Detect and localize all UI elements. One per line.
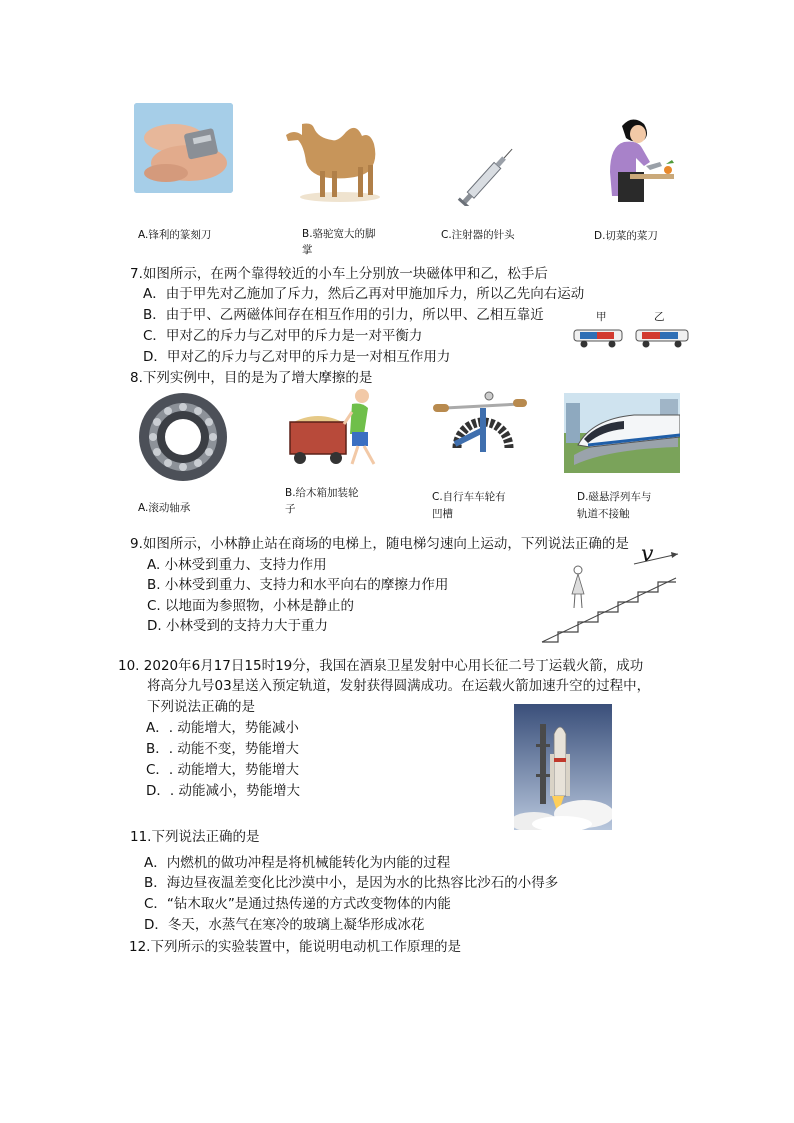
q10-stem-line3: 下列说法正确的是 <box>147 699 255 715</box>
rocket-icon <box>514 704 612 830</box>
q11-option-c: C．“钻木取火”是通过热传递的方式改变物体的内能 <box>144 896 451 912</box>
q6-caption-b: B.骆驼宽大的脚 <box>302 228 376 240</box>
q10-stem-line2: 将高分九号03星送入预定轨道，发射获得圆满成功。在运载火箭加速升空的过程中， <box>147 678 651 694</box>
q10-option-b: B．. 动能不变，势能增大 <box>146 741 299 757</box>
q9-option-d: D. 小林受到的支持力大于重力 <box>147 618 328 634</box>
ball-bearing-icon <box>136 392 230 482</box>
carving-knife-image <box>134 103 233 193</box>
q7-option-c: C．甲对乙的斥力与乙对甲的斥力是一对平衡力 <box>143 328 423 344</box>
q8-caption-b-cont: 子 <box>285 503 296 515</box>
q8-caption-d: D.磁悬浮列车与 <box>577 491 652 503</box>
q11-option-d: D．冬天，水蒸气在寒冷的玻璃上凝华形成冰花 <box>144 917 425 933</box>
label-yi: 乙 <box>654 311 665 323</box>
q7-option-d: D．甲对乙的斥力与乙对甲的斥力是一对相互作用力 <box>143 349 451 365</box>
magnet-carts-figure <box>572 310 692 350</box>
q6-caption-b-cont: 掌 <box>302 244 313 256</box>
q6-caption-a: A.锋利的篆刻刀 <box>138 229 212 241</box>
q11-option-b: B．海边昼夜温差变化比沙漠中小，是因为水的比热容比沙石的小得多 <box>144 875 559 891</box>
wooden-box-cart-image <box>286 388 394 470</box>
camel-icon <box>280 105 388 205</box>
q6-caption-c: C.注射器的针头 <box>441 229 515 241</box>
q8-caption-d-cont: 轨道不接触 <box>577 508 630 520</box>
escalator-icon <box>538 548 688 646</box>
q7-stem: 7.如图所示，在两个靠得较近的小车上分别放一块磁体甲和乙，松手后 <box>130 266 548 282</box>
q11-stem: 11.下列说法正确的是 <box>130 829 260 845</box>
camel-image <box>280 105 388 205</box>
q10-option-c: C．. 动能增大，势能增大 <box>146 762 300 778</box>
q8-stem: 8.下列实例中，目的是为了增大摩擦的是 <box>130 370 373 386</box>
q10-option-a: A．. 动能增大，势能减小 <box>146 720 299 736</box>
chopping-woman-image <box>596 112 678 204</box>
q7-option-a: A．由于甲先对乙施加了斥力，然后乙再对甲施加斥力，所以乙先向右运动 <box>143 286 585 302</box>
q11-option-a: A．内燃机的做功冲程是将机械能转化为内能的过程 <box>144 855 451 871</box>
q12-stem: 12.下列所示的实验装置中，能说明电动机工作原理的是 <box>129 939 461 955</box>
q9-option-b: B. 小林受到重力、支持力和水平向右的摩擦力作用 <box>147 577 449 593</box>
label-jia: 甲 <box>596 311 607 323</box>
box-with-wheels-icon <box>286 388 394 470</box>
q9-stem: 9.如图所示，小林静止站在商场的电梯上，随电梯匀速向上运动，下列说法正确的是 <box>130 536 629 552</box>
q9-option-c: C. 以地面为参照物，小林是静止的 <box>147 598 355 614</box>
q8-caption-b: B.给木箱加装轮 <box>285 487 359 499</box>
q6-caption-d: D.切菜的菜刀 <box>594 230 658 242</box>
syringe-image <box>455 142 523 206</box>
hand-with-knife-icon <box>134 103 233 193</box>
q8-caption-a: A.滚动轴承 <box>138 502 191 514</box>
two-carts-icon <box>572 324 692 350</box>
bearing-image <box>136 392 230 482</box>
q7-option-b: B．由于甲、乙两磁体间存在相互作用的引力，所以甲、乙相互靠近 <box>143 307 544 323</box>
q8-caption-c-cont: 凹槽 <box>432 508 453 520</box>
q9-option-a: A. 小林受到重力、支持力作用 <box>147 557 327 573</box>
velocity-symbol: v <box>641 542 654 567</box>
bicycle-wheel-image <box>425 388 529 478</box>
bicycle-front-icon <box>425 388 529 478</box>
q10-stem-line1: 10. 2020年6月17日15时19分，我国在酒泉卫星发射中心用长征二号丁运载火箭，成功 <box>118 658 644 674</box>
escalator-figure <box>538 542 688 646</box>
q8-caption-c: C.自行车车轮有 <box>432 491 506 503</box>
woman-cutting-icon <box>596 112 678 204</box>
maglev-train-icon <box>564 393 680 473</box>
q10-option-d: D．. 动能减小，势能增大 <box>146 783 300 799</box>
syringe-icon <box>455 142 523 206</box>
rocket-launch-image <box>514 704 612 830</box>
maglev-train-image <box>564 393 680 473</box>
